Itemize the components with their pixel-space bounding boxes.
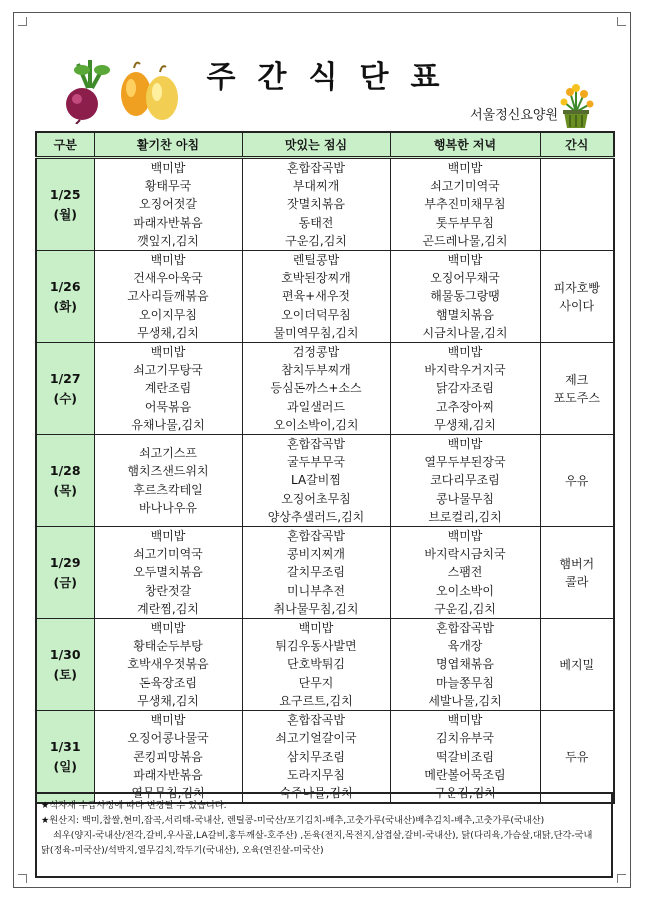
menu-item: 쇠고기얼갈이국 [275, 731, 357, 746]
menu-item: 오두멸치볶음 [133, 565, 203, 580]
menu-item: 고사리들깨볶음 [127, 289, 209, 304]
menu-item: 육개장 [447, 639, 483, 654]
menu-item: 고추장아찌 [436, 399, 494, 414]
menu-item: 혼합잡곡밥 [287, 161, 345, 175]
weekday-label: (화) [53, 298, 77, 314]
organization-name: 서울정신요양원 [470, 108, 558, 123]
table-row [36, 711, 614, 804]
menu-item: 백미밥 [447, 345, 483, 360]
menu-item: 참치두부찌개 [281, 363, 351, 378]
menu-item: 단무지 [298, 675, 334, 690]
dinner-cell [390, 711, 540, 804]
menu-item: 세발나물,김치 [428, 693, 502, 708]
menu-item: 백미밥 [150, 253, 186, 268]
menu-item: 동태전 [298, 215, 334, 230]
date-cell [36, 158, 94, 251]
column-header-snack: 간식 [540, 132, 614, 158]
table-row [36, 435, 614, 527]
column-header-lunch: 맛있는 점심 [242, 132, 390, 158]
table-header-row [36, 132, 614, 158]
dinner-cell [390, 251, 540, 343]
date-cell [36, 711, 94, 804]
menu-item: 백미밥 [150, 345, 186, 360]
menu-item: 호박새우젓볶음 [127, 657, 209, 672]
notes-origin-line: 쇠우(양지-국내산/전각,갈비,우사골,LA갈비,홍두깨살-호주산) ,돈육(전지,목전지,삼겹살,갈비-국내산), 닭(다리육,가슴살,대닭,단각-국내 [53, 830, 593, 841]
menu-item: 쇠고기미역국 [430, 179, 500, 194]
weekday-label: (금) [53, 574, 77, 590]
menu-item: 백미밥 [150, 529, 186, 544]
menu-item: 오징어초무침 [281, 491, 351, 506]
snack-cell [540, 619, 614, 711]
table-row [36, 619, 614, 711]
menu-item: 창란젓갈 [144, 583, 192, 598]
weekday-label: (토) [53, 666, 77, 682]
menu-item: 파래자반볶음 [133, 767, 203, 782]
menu-item: 떡갈비조림 [436, 749, 494, 764]
menu-item: 양상추샐러드,김치 [267, 509, 365, 524]
menu-item: 미니부추전 [287, 583, 345, 598]
menu-item: 검정콩밥 [292, 345, 340, 360]
breakfast-cell [94, 435, 242, 527]
notes-origin-line: ★원산지: 백미,찹쌀,현미,잡곡,서리태-국내산, 렌틸콩-미국산/포기김치-배추,고춧가루(국내산)배추김치-배추,고춧가루(국내산) [41, 815, 545, 826]
snack-cell [540, 251, 614, 343]
menu-item: 백미밥 [447, 253, 483, 268]
menu-item: 혼합잡곡밥 [287, 437, 345, 452]
snack-item: 두유 [565, 749, 589, 764]
menu-item: 톳두부무침 [436, 215, 494, 230]
menu-item: 백미밥 [298, 621, 334, 636]
menu-item: 콘킹피망볶음 [133, 749, 203, 764]
menu-item: 브로컬리,김치 [428, 509, 502, 524]
menu-item: 혼합잡곡밥 [287, 529, 345, 544]
menu-item: 곤드레나물,김치 [422, 233, 508, 248]
menu-item: 구운김,김치 [434, 785, 496, 800]
menu-item: 백미밥 [447, 713, 483, 728]
snack-cell [540, 158, 614, 251]
lunch-cell [242, 343, 390, 435]
dinner-cell [390, 435, 540, 527]
lunch-cell [242, 711, 390, 804]
lunch-cell [242, 251, 390, 343]
menu-item: 열무두부된장국 [424, 455, 506, 470]
menu-item: 마늘쫑무침 [436, 675, 494, 690]
flower-pot-icon [556, 84, 596, 130]
menu-item: 숙주나물,김치 [279, 785, 353, 800]
date-cell [36, 251, 94, 343]
menu-item: 콩나물무침 [436, 491, 494, 506]
snack-cell [540, 711, 614, 804]
lunch-cell [242, 619, 390, 711]
snack-item: 사이다 [559, 298, 595, 313]
weekday-label: (목) [53, 482, 77, 498]
menu-item: 김치유부국 [436, 731, 494, 746]
menu-item: 명엽채볶음 [436, 657, 494, 672]
menu-item: 어묵볶음 [144, 399, 192, 414]
menu-item: 도라지무침 [287, 767, 345, 782]
menu-item: 건새우아욱국 [133, 271, 203, 286]
menu-item: LA갈비찜 [291, 473, 341, 488]
menu-item: 오이소박이 [436, 583, 494, 598]
breakfast-cell [94, 711, 242, 804]
notes-box [35, 792, 613, 878]
menu-item: 스팸전 [447, 565, 483, 580]
menu-item: 콩비지찌개 [287, 547, 345, 562]
menu-item: 백미밥 [150, 713, 186, 728]
lunch-cell [242, 158, 390, 251]
column-header-category: 구분 [36, 132, 94, 158]
menu-item: 깻잎지,김치 [137, 233, 199, 248]
menu-item: 계란조림 [144, 381, 192, 396]
menu-item: 부추진미채무침 [424, 197, 506, 212]
snack-item: 우유 [565, 473, 589, 488]
menu-item: 편육+새우젓 [281, 289, 350, 304]
corner-mark-icon [18, 874, 27, 883]
menu-item: 바지락우거지국 [424, 363, 506, 378]
snack-item: 베지밀 [559, 657, 595, 672]
menu-item: 호박된장찌개 [281, 271, 351, 286]
menu-item: 황태순두부탕 [133, 639, 203, 654]
column-header-dinner: 행복한 저녁 [390, 132, 540, 158]
menu-item: 해물동그랑땡 [430, 289, 500, 304]
menu-item: 잣멸치볶음 [287, 197, 345, 212]
dinner-cell [390, 158, 540, 251]
menu-item: 쇠고기미역국 [133, 547, 203, 562]
date-label: 1/29 [49, 554, 81, 570]
menu-item: 오징어젓갈 [139, 197, 197, 212]
notes-disclaimer: ★식자재 수급사정에 따라 변경될 수 있습니다. [41, 800, 227, 811]
menu-item: 계란찜,김치 [137, 601, 199, 616]
menu-item: 오이지무침 [139, 307, 197, 322]
menu-item: 시금치나물,김치 [422, 325, 508, 340]
menu-item: 쇠고기무탕국 [133, 363, 203, 378]
date-label: 1/30 [49, 646, 81, 662]
breakfast-cell [94, 251, 242, 343]
weekday-label: (월) [53, 206, 77, 222]
snack-item: 포도주스 [553, 390, 600, 405]
menu-item: 단호박튀김 [287, 657, 345, 672]
corner-mark-icon [18, 17, 27, 26]
menu-item: 튀김우동사발면 [275, 639, 357, 654]
menu-item: 닭감자조림 [436, 381, 494, 396]
menu-item: 바나나우유 [139, 500, 197, 515]
menu-item: 무생채,김치 [434, 417, 496, 432]
menu-item: 쇠고기스프 [139, 446, 197, 461]
menu-item: 혼합잡곡밥 [287, 713, 345, 728]
dinner-cell [390, 619, 540, 711]
menu-item: 오징어콩나물국 [127, 731, 209, 746]
date-cell [36, 527, 94, 619]
menu-item: 요구르트,김치 [279, 693, 353, 708]
table-row [36, 527, 614, 619]
table-row [36, 158, 614, 251]
menu-item: 햄치즈샌드위치 [127, 464, 209, 479]
breakfast-cell [94, 158, 242, 251]
menu-item: 코다리무조림 [430, 473, 500, 488]
menu-item: 유채나물,김치 [131, 417, 205, 432]
menu-item: 구운김,김치 [285, 233, 347, 248]
menu-item: 갈치무조림 [287, 565, 345, 580]
dinner-cell [390, 527, 540, 619]
menu-item: 백미밥 [447, 437, 483, 452]
snack-cell [540, 527, 614, 619]
menu-item: 삼치무조림 [287, 749, 345, 764]
weekday-label: (수) [53, 390, 77, 406]
date-cell [36, 619, 94, 711]
date-cell [36, 343, 94, 435]
snack-item: 제크 [565, 372, 589, 387]
menu-item: 후르츠칵테일 [133, 482, 203, 497]
menu-item: 무생채,김치 [137, 325, 199, 340]
snack-cell [540, 435, 614, 527]
column-header-breakfast: 활기찬 아침 [94, 132, 242, 158]
menu-item: 등심돈까스+소스 [270, 381, 362, 396]
menu-item: 백미밥 [150, 621, 186, 636]
menu-item: 오이더덕무침 [281, 307, 351, 322]
date-label: 1/25 [49, 186, 81, 202]
table-row [36, 251, 614, 343]
menu-item: 열무무침,김치 [131, 785, 205, 800]
lunch-cell [242, 527, 390, 619]
notes-origin-line: 닭(정육-미국산)/석박지,열무김치,깍두기(국내산), 오육(연진살-미국산) [41, 845, 324, 856]
snack-item: 햄버거 [559, 556, 595, 571]
dinner-cell [390, 343, 540, 435]
date-label: 1/31 [49, 738, 81, 754]
snack-item: 피자호빵 [553, 280, 600, 295]
lunch-cell [242, 435, 390, 527]
corner-mark-icon [617, 17, 626, 26]
breakfast-cell [94, 343, 242, 435]
menu-item: 구운김,김치 [434, 601, 496, 616]
menu-item: 햄멸치볶음 [436, 307, 494, 322]
date-cell [36, 435, 94, 527]
date-label: 1/27 [49, 370, 81, 386]
menu-item: 돈육장조림 [139, 675, 197, 690]
date-label: 1/28 [49, 462, 81, 478]
date-label: 1/26 [49, 278, 81, 294]
menu-item: 백미밥 [150, 161, 186, 175]
menu-item: 황태무국 [144, 179, 192, 194]
snack-item: 콜라 [565, 574, 589, 589]
menu-item: 파래자반볶음 [133, 215, 203, 230]
snack-cell [540, 343, 614, 435]
breakfast-cell [94, 619, 242, 711]
menu-item: 굴두부무국 [287, 455, 345, 470]
page-title: 주간식단표 [206, 60, 462, 95]
menu-item: 취나물무침,김치 [273, 601, 359, 616]
table-row [36, 343, 614, 435]
menu-item: 무생채,김치 [137, 693, 199, 708]
corner-mark-icon [617, 874, 626, 883]
weekly-menu-table [35, 131, 615, 804]
menu-item: 물미역무침,김치 [273, 325, 359, 340]
menu-item: 렌틸콩밥 [292, 253, 340, 268]
menu-item: 과일샐러드 [287, 399, 345, 414]
menu-item: 메란볼어묵조림 [424, 767, 506, 782]
menu-item: 바지락시금치국 [424, 547, 506, 562]
weekday-label: (일) [53, 758, 77, 774]
menu-item: 부대찌개 [292, 179, 340, 194]
menu-item: 혼합잡곡밥 [436, 621, 494, 636]
menu-item: 백미밥 [447, 161, 483, 175]
menu-item: 백미밥 [447, 529, 483, 544]
menu-item: 오이소박이,김치 [273, 417, 359, 432]
menu-item: 오징어무채국 [430, 271, 500, 286]
breakfast-cell [94, 527, 242, 619]
